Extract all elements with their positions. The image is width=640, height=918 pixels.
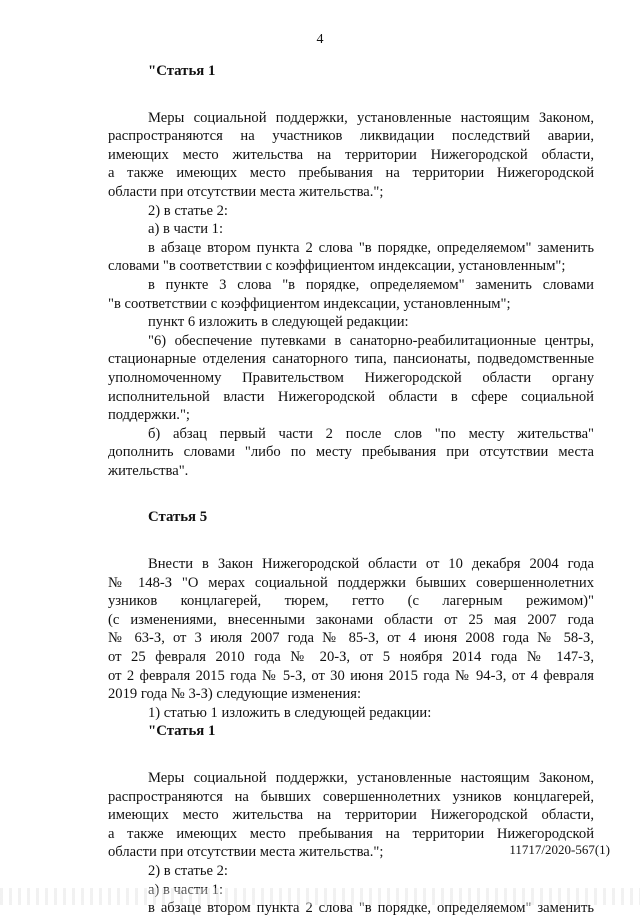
paragraph-spacer [108,741,594,769]
text-line: "в соответствии с коэффициентом индексации, установленным"; [108,295,511,312]
text-line: пункт 6 изложить в следующей редакции: [148,314,409,331]
paragraph-spacer [108,81,594,109]
text-line: а) в части 1: [148,881,224,898]
text-line: 2) в статье 2: [148,862,228,879]
text-line: "6) обеспечение путевками в санаторно-реабилитационные центры, [148,332,594,349]
article-heading: "Статья 1 [148,723,216,740]
text-line: уполномоченному Правительством Нижегородской области органу [108,369,594,386]
text-line: распространяются на участников ликвидации последствий аварии, [108,128,594,145]
article-heading: Статья 5 [148,509,208,526]
text-line: распространяются на бывших совершеннолетних узников концлагерей, [108,788,594,805]
text-line: в пункте 3 слова "в порядке, определяемом" заменить словами [148,276,594,293]
text-line: от 25 февраля 2010 года № 20-З, от 5 ноября 2014 года № 147-З, [108,649,594,666]
paragraph-spacer [108,480,594,508]
text-line: 2019 года № 3-З) следующие изменения: [108,686,362,703]
text-line: № 63-З, от 3 июля 2007 года № 85-З, от 4 июня 2008 года № 58-З, [108,630,594,647]
text-line: имеющих место жительства на территории Нижегородской области, [108,807,594,824]
document-body [108,62,594,918]
text-line: стационарные отделения санаторного типа, пансионаты, подведомственные [108,351,594,368]
text-line: словами "в соответствии с коэффициентом индексации, установленным"; [108,258,566,275]
text-line: 1) статью 1 изложить в следующей редакции: [148,704,432,721]
text-line: жительства". [108,462,189,479]
text-line: (с изменениями, внесенными законами области от 25 мая 2007 года [108,611,594,628]
text-line: б) абзац первый части 2 после слов "по месту жительства" [148,425,594,442]
text-line: в абзаце втором пункта 2 слова "в порядке, определяемом" заменить [148,239,594,256]
text-line: области при отсутствии места жительства."; [108,183,384,200]
text-line: имеющих место жительства на территории Нижегородской области, [108,146,594,163]
text-line: Внести в Закон Нижегородской области от 10 декабря 2004 года [148,556,594,573]
text-line: от 2 февраля 2015 года № 5-З, от 30 июня 2015 года № 94-З, от 4 февраля [108,667,594,684]
text-line: в абзаце втором пункта 2 слова "в порядке, определяемом" заменить [148,900,594,917]
text-line: поддержки."; [108,407,190,424]
text-line: Меры социальной поддержки, установленные настоящим Законом, [148,770,594,786]
text-line: дополнить словами "либо по месту пребывания при отсутствии места [108,444,594,461]
document-code: 11717/2020-567(1) [509,842,610,857]
article-heading: "Статья 1 [148,63,216,79]
text-line: исполнительной власти Нижегородской области в сфере социальной [108,388,594,405]
page-number: 4 [316,32,324,47]
text-line: а также имеющих место пребывания на территории Нижегородской [108,165,594,182]
text-line: 2) в статье 2: [148,202,228,219]
text-line: а также имеющих место пребывания на территории Нижегородской [108,825,594,842]
text-line: № 148-З "О мерах социальной поддержки бывших совершеннолетних [108,574,594,591]
text-line: а) в части 1: [148,221,224,238]
scan-edge-artifact [0,888,640,905]
paragraph-spacer [108,527,594,555]
text-line: узников концлагерей, тюрем, гетто (с лагерным режимом)" [108,593,594,610]
text-line: области при отсутствии места жительства."; [108,844,384,861]
text-line: Меры социальной поддержки, установленные настоящим Законом, [148,109,594,126]
